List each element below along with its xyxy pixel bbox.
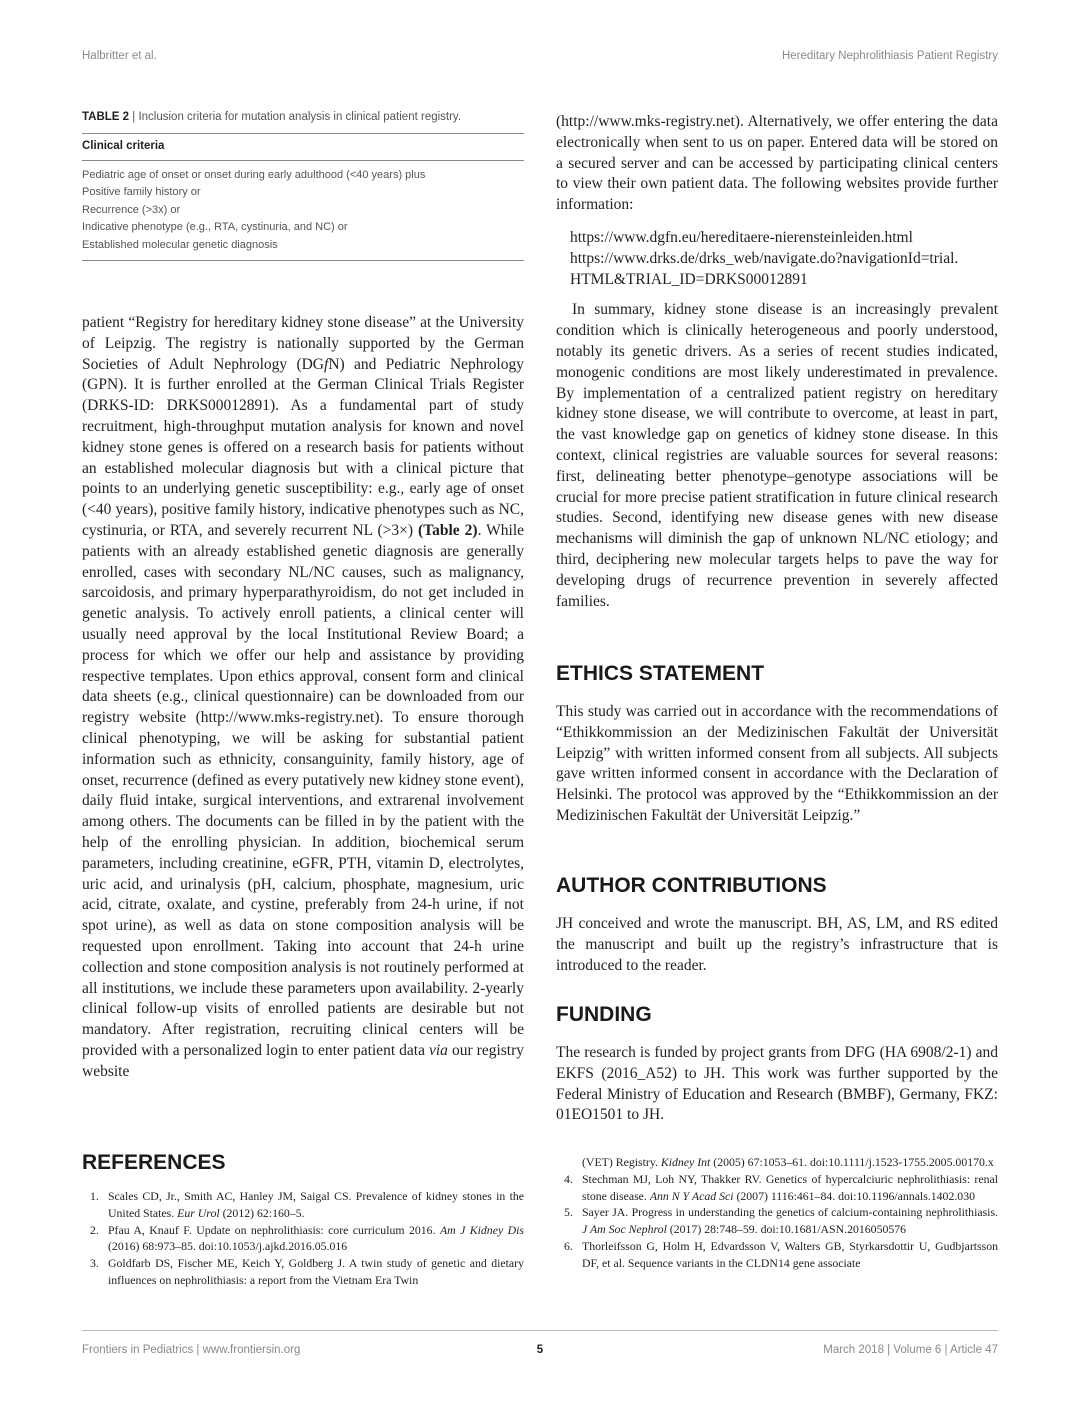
reference-text: (2016) 68:973–85. doi:10.1053/j.ajkd.2016.05.016	[108, 1239, 348, 1254]
url-list	[556, 228, 998, 290]
ethics-section	[556, 702, 998, 827]
reference-item	[556, 1204, 998, 1238]
text-run: via	[429, 1041, 448, 1059]
reference-text: Goldfarb DS, Fischer ME, Keich Y, Goldberg J. A twin study of genetic and dietary influences on nephrolithiasis: a report from the Vietnam Era Twin	[108, 1256, 524, 1287]
page-footer	[82, 1344, 998, 1362]
funding-text: The research is funded by project grants from DFG (HA 6908/2-1) and EKFS (2016_A52) to JH. This work was further supported by the Federal Ministry of Education and Research (BMBF), Germany, FKZ: 01EO1501 to JH.	[556, 1044, 998, 1124]
header-title: Hereditary Nephrolithiasis Patient Registry	[781, 50, 998, 62]
reference-journal: Eur Urol	[177, 1205, 220, 1220]
reference-text: Pfau A, Knauf F. Update on nephrolithiasis: core curriculum 2016.	[108, 1222, 440, 1237]
reference-number: 4.	[564, 1171, 573, 1186]
references-heading: REFERENCES	[82, 1151, 226, 1174]
left-column	[82, 313, 524, 1082]
reference-item	[556, 1238, 998, 1272]
reference-text: (2017) 28:748–59. doi:10.1681/ASN.2016050576	[666, 1222, 907, 1237]
text-run: patient “Registry for hereditary kidney stone disease” at the University of Leipzig. The registry is nationally supported by the German Societies of Adult Nephrology (DG	[82, 314, 524, 373]
reference-number: 5.	[564, 1205, 573, 1220]
table-row: Positive family history or	[82, 186, 201, 199]
text-run: our registry website	[82, 1041, 525, 1080]
reference-text: (2007) 1116:461–84. doi:10.1196/annals.1402.030	[733, 1188, 975, 1203]
page-number: 5	[536, 1344, 544, 1356]
footer-journal: Frontiers in Pediatrics | www.frontiersin.org	[82, 1344, 301, 1356]
table-row: Established molecular genetic diagnosis	[82, 238, 278, 251]
text-run: . While patients with an already established genetic diagnosis are generally enrolled, cases with secondary NL/NC causes, such as malignancy, sarcoidosis, and primary hyperparathyroidism, do not get included in genetic analysis. To actively enroll patients, a clinical center will usually need approval by the local Institutional Review Board; a process for which we offer our help and assistance by providing respective templates. Upon ethics approval, consent form and clinical data sheets (e.g., clinical questionnaire) can be downloaded from our registry website (http://www.mks-registry.net). To ensure thorough clinical phenotyping, we will be asking for substantial patient information such as ethnicity, consanguinity, family history, age of onset, recurrence (defined as every putatively new kidney stone event), daily fluid intake, surgical interventions, and extrarenal involvement among others. The documents can be filled in by the patient with the help of the enrolling physician. In addition, biochemical serum parameters, including creatinine, eGFR, PTH, vitamin D, electrolytes, uric acid, and urinalysis (pH, calcium, phosphate, magnesium, uric acid, citrate, oxalate, and cystine, preferably from 24-h urine, if not spot urine), as well as data on stone composition analysis will be requested upon enrollment. Taking into account that 24-h urine collection and stone composition analysis is not routinely performed at all institutions, we include these parameters upon availability. 2-yearly clinical follow-up visits of enrolled patients are desirable but not mandatory. After registration, recruiting clinical centers will be provided with a personalized login to enter patient data	[82, 521, 525, 1059]
contributions-text: JH conceived and wrote the manuscript. BH, AS, LM, and RS edited the manuscript and built up the registry’s infrastructure that is introduced to the reader.	[556, 915, 998, 974]
reference-item-continued	[556, 1154, 998, 1171]
reference-text: Stechman MJ, Loh NY, Thakker RV. Genetics of hypercalciuric nephrolithiasis: renal stone disease.	[582, 1171, 998, 1203]
text-run: f	[324, 355, 329, 373]
funding-heading: FUNDING	[556, 1003, 652, 1026]
funding-section	[556, 1043, 998, 1126]
table-body	[82, 161, 524, 261]
reference-text: (2005) 67:1053–61. doi:10.1111/j.1523-1755.2005.00170.x	[710, 1155, 994, 1169]
footer-issue: March 2018 | Volume 6 | Article 47	[823, 1344, 998, 1356]
table-column-header: Clinical criteria	[82, 133, 524, 161]
reference-journal: Kidney Int	[660, 1155, 711, 1169]
table-2	[82, 110, 524, 261]
references-left	[82, 1188, 524, 1289]
right-paragraph-1: (http://www.mks-registry.net). Alternatively, we offer entering the data electronically when sent to us on paper. Entered data will be stored on a secured server and can be accessed by participating clinical centers to view their own patient data. The following websites provide further information:	[556, 113, 998, 214]
url-drks-line2[interactable]: HTML&TRIAL_ID=DRKS00012891	[570, 270, 808, 288]
reference-text: Sayer JA. Progress in understanding the genetics of calcium-containing nephrolithiasis.	[582, 1205, 998, 1220]
reference-journal: J Am Soc Nephrol	[582, 1222, 667, 1237]
contributions-section	[556, 914, 998, 976]
footer-divider	[82, 1330, 998, 1331]
reference-text: Thorleifsson G, Holm H, Edvardsson V, Walters GB, Styrkarsdottir U, Gudbjartsson DF, et al. Sequence variants in the CLDN14 gene associate	[582, 1238, 998, 1270]
reference-item	[556, 1171, 998, 1205]
table-row: Pediatric age of onset or onset during early adulthood (<40 years) plus	[82, 169, 426, 181]
right-paragraph-2: In summary, kidney stone disease is an increasingly prevalent condition which is clinically heterogeneous and poorly understood, notably its genetic drivers. As a series of recent studies indicated, monogenic conditions are most likely underestimated in prevalence. By implementation of a centralized patient registry on hereditary kidney stone disease, we will contribute to overcome, at least in part, the vast knowledge gap on genetics of kidney stone disease. In this context, clinical registries are valuable sources for several reasons: first, delineating better phenotype–genotype associations will be crucial for more precise patient stratification in future clinical research studies. Second, identifying new disease genes with new disease mechanisms will diminish the gap of unknown NL/NC etiology; and third, deciphering new molecular targets helps to pave the way for developing drugs of recurrence prevention in severely affected families.	[556, 301, 998, 610]
reference-number: 2.	[90, 1222, 99, 1237]
table-2-link[interactable]: (Table 2)	[418, 521, 478, 539]
contributions-heading: AUTHOR CONTRIBUTIONS	[556, 874, 827, 897]
table-caption-text: | Inclusion criteria for mutation analysis in clinical patient registry.	[132, 111, 462, 123]
reference-text: (2012) 62:160–5.	[219, 1205, 305, 1220]
reference-number: 1.	[90, 1189, 99, 1203]
table-label: TABLE 2	[82, 111, 130, 123]
table-row: Indicative phenotype (e.g., RTA, cystinuria, and NC) or	[82, 221, 348, 234]
reference-number: 6.	[564, 1238, 573, 1253]
reference-text: (VET) Registry.	[582, 1155, 661, 1169]
reference-item	[82, 1255, 524, 1289]
text-run: N) and Pediatric Nephrology (GPN). It is further enrolled at the German Clinical Trials Register (DRKS-ID: DRKS00012891). As a fundamental part of study recruitment, high-throughput mutation analysis for known and novel kidney stone genes is offered on a research basis for patients without an established molecular diagnosis but with a clinical picture that points to an underlying genetic susceptibility: e.g., early age of onset (<40 years), positive family history, indicative phenotypes such as NC, cystinuria, or RTA, and severely recurrent NL (>3×)	[82, 355, 524, 539]
reference-number: 3.	[90, 1256, 99, 1271]
reference-item	[82, 1188, 524, 1222]
reference-journal: Am J Kidney Dis	[439, 1222, 524, 1237]
header-authors: Halbritter et al.	[82, 50, 157, 62]
table-row: Recurrence (>3x) or	[82, 203, 181, 216]
reference-text: Scales CD, Jr., Smith AC, Hanley JM, Saigal CS. Prevalence of kidney stones in the United States.	[108, 1189, 524, 1220]
references-right	[556, 1154, 998, 1272]
ethics-heading: ETHICS STATEMENT	[556, 662, 765, 685]
right-column	[556, 112, 998, 612]
left-paragraph	[82, 313, 524, 1082]
reference-item	[82, 1222, 524, 1256]
reference-journal: Ann N Y Acad Sci	[649, 1188, 734, 1203]
url-drks-line1[interactable]: https://www.drks.de/drks_web/navigate.do?navigationId=trial.	[570, 249, 959, 267]
table-caption	[82, 110, 524, 125]
running-header	[82, 50, 998, 68]
url-dgfn[interactable]: https://www.dgfn.eu/hereditaere-nierensteinleiden.html	[570, 228, 913, 246]
ethics-text: This study was carried out in accordance with the recommendations of “Ethikkommission an der Medizinischen Fakultät der Universität Leipzig” with written informed consent from all subjects. All subjects gave written informed consent in accordance with the Declaration of Helsinki. The protocol was approved by the “Ethikkommission an der Medizinischen Fakultät der Universität Leipzig.”	[556, 703, 998, 824]
